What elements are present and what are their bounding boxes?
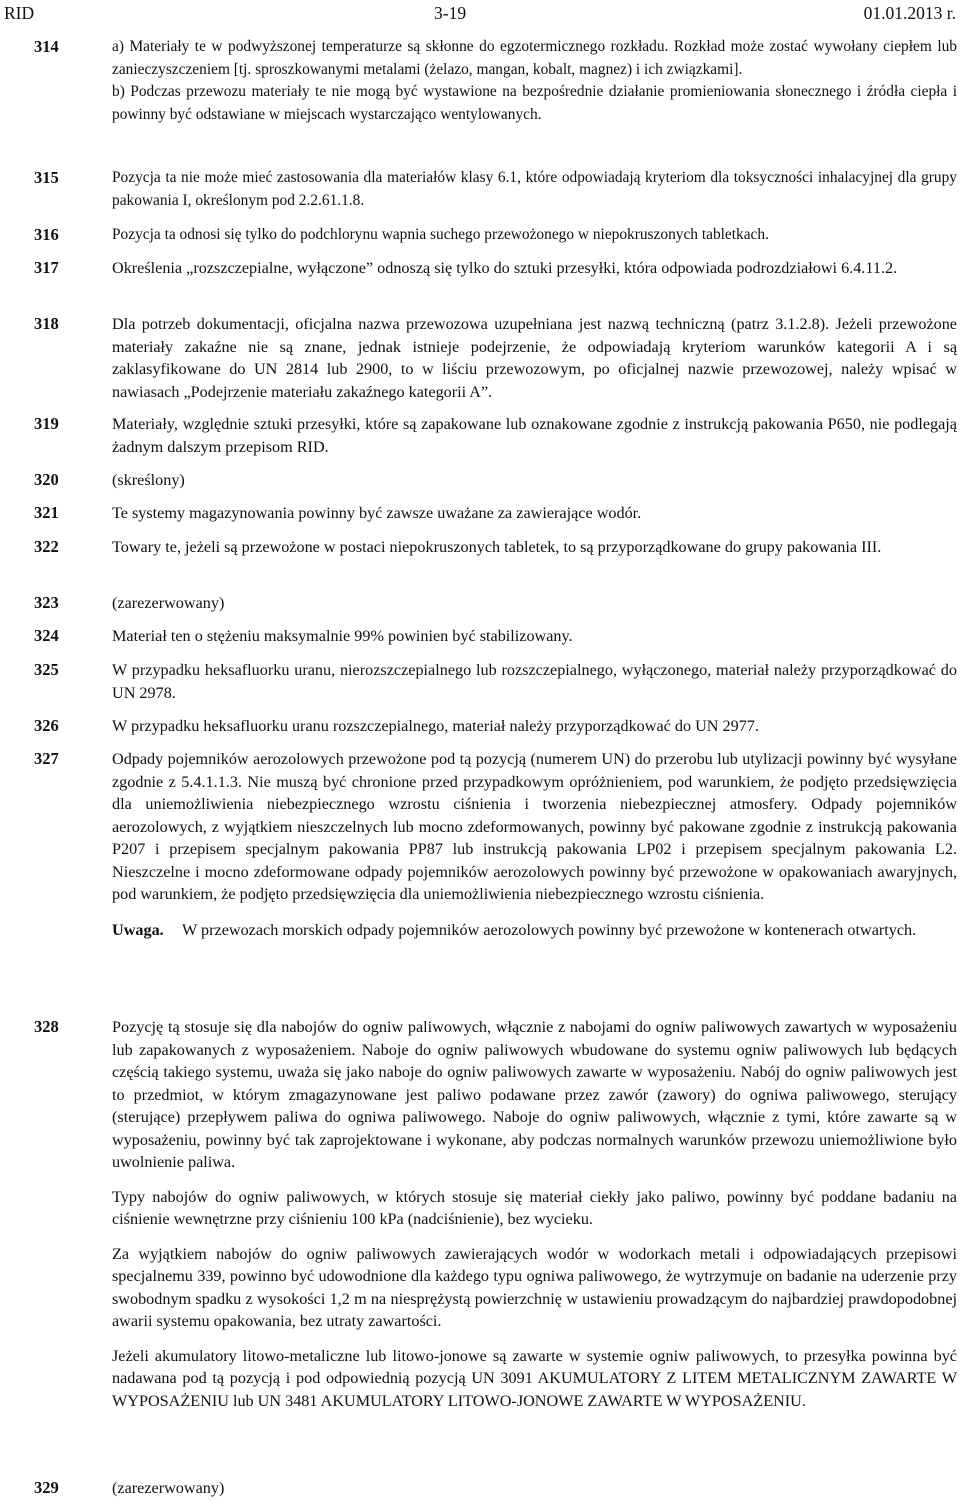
provision-entry	[0, 469, 960, 492]
provision-number: 323	[34, 593, 59, 612]
provision-paragraph: Jeżeli akumulatory litowo-metaliczne lub litowo-jonowe są zawarte w systemie ogniw paliwowych, to przesyłka powinna być nadawana pod tą pozycją i pod odpowiednią pozycją UN 3091 AKUMULATORY Z LITEM METALICZNYM ZAWARTE W WYPOSAŻENIU lub UN 3481 AKUMULATORY LITOWO-JONOWE ZAWARTE W WYPOSAŻENIU.	[112, 1346, 957, 1410]
provision-entry	[0, 1016, 960, 1412]
provision-number: 329	[34, 1478, 59, 1497]
header-date: 01.01.2013 r.	[863, 3, 956, 23]
provision-entry	[0, 36, 960, 126]
provision-paragraph: Za wyjątkiem nabojów do ogniw paliwowych zawierających wodór w wodorkach metali i odpowiadających przepisowi specjalnemu 339, powinno być udowodnione dla każdego typu ogniwa paliwowego, że wytrzymuje on badanie na uderzenie przy swobodnym spadku z wysokości 1,2 m na niesprężystą powierzchnię w ustawieniu prowadzącym do najbardziej prawdopodobnej awarii systemu opakowania, bez utraty zawartości.	[112, 1244, 957, 1330]
provision-number: 317	[34, 258, 59, 277]
provision-paragraph: Odpady pojemników aerozolowych przewożone pod tą pozycją (numerem UN) do przerobu lub utylizacji powinny być wysyłane zgodnie z 5.4.1.1.3. Nie muszą być chronione przed przypadkowym opróżnieniem, pod warunkiem, że podjęto przedsięwzięcia dla uniemożliwienia niebezpiecznego wzrostu ciśnienia i tworzenia niebezpiecznej atmosfery. Odpady pojemników aerozolowych, z wyjątkiem nieszczelnych lub mocno zdeformowanych, powinny być pakowane zgodnie z instrukcją pakowania P207 i przepisem specjalnym pakowania PP87 lub instrukcją pakowania LP02 i przepisem specjalnym pakowania L2. Nieszczelne i mocno zdeformowane odpady pojemników aerozolowych powinny być przewożone w opakowaniach awaryjnych, pod warunkiem, że podjęto przedsięwzięcia dla uniemożliwienia niebezpiecznego wzrostu ciśnienia.	[112, 750, 957, 903]
provision-paragraph: (skreślony)	[112, 471, 185, 489]
provision-paragraph: a) Materiały te w podwyższonej temperaturze są skłonne do egzotermicznego rozkładu. Rozkład może zostać wywołany ciepłem lub zanieczyszczeniem [tj. sproszkowanymi metalami (żelazo, mangan, kobalt, magnez) i ich związkami].	[112, 38, 957, 78]
provision-paragraph: Towary te, jeżeli są przewożone w postaci niepokruszonych tabletek, to są przyporządkowane do grupy pakowania III.	[112, 538, 882, 556]
provision-paragraph: Te systemy magazynowania powinny być zawsze uważane za zawierające wodór.	[112, 504, 642, 522]
provision-paragraph: Materiał ten o stężeniu maksymalnie 99% powinien być stabilizowany.	[112, 627, 573, 645]
provision-entry	[0, 592, 960, 615]
provision-number: 319	[34, 414, 59, 433]
provision-entry	[0, 536, 960, 559]
provision-entry	[0, 659, 960, 704]
provision-paragraph: (zarezerwowany)	[112, 1479, 225, 1497]
provision-paragraph: (zarezerwowany)	[112, 594, 225, 612]
provision-entry	[0, 313, 960, 403]
provision-entry	[0, 167, 960, 212]
page-header	[4, 2, 956, 24]
provision-number: 327	[34, 749, 59, 768]
provision-paragraph: Dla potrzeb dokumentacji, oficjalna nazwa przewozowa uzupełniana jest nazwą techniczną (patrz 3.1.2.8). Jeżeli przewożone materiały zakaźne nie są znane, jednak istnieje podejrzenie, że odpowiadają kryteriom warunków kategorii A i są zaklasyfikowane do UN 2814 lub 2900, to w liściu przewozowym, po oficjalnej nazwie przewozowej, należy wpisać w nawiasach „Podejrzenie materiału zakaźnego kategorii A”.	[112, 315, 957, 401]
provision-entry	[0, 502, 960, 525]
header-page-number: 3-19	[434, 3, 467, 23]
provision-number: 321	[34, 503, 59, 522]
provision-entry	[0, 1477, 960, 1500]
provision-entry	[0, 413, 960, 458]
provision-number: 324	[34, 626, 59, 645]
provision-number: 314	[34, 37, 59, 56]
provision-paragraph: Określenia „rozszczepialne, wyłączone” odnoszą się tylko do sztuki przesyłki, która odpowiada podrozdziałowi 6.4.11.2.	[112, 259, 898, 277]
provision-note	[112, 919, 957, 942]
header-document-name: RID	[4, 3, 35, 23]
provision-number: 315	[34, 168, 59, 187]
provision-paragraph: b) Podczas przewozu materiały te nie mogą być wystawione na bezpośrednie działanie promieniowania słonecznego i źródła ciepła i powinny być odstawiane w miejscach wystarczająco wentylowanych.	[112, 83, 957, 123]
provision-entry	[0, 748, 960, 941]
provision-paragraph: Materiały, względnie sztuki przesyłki, które są zapakowane lub oznakowane zgodnie z instrukcją pakowania P650, nie podlegają żadnym dalszym przepisom RID.	[112, 415, 957, 456]
note-label: Uwaga.	[112, 920, 164, 939]
provision-paragraph: Pozycja ta odnosi się tylko do podchlorynu wapnia suchego przewożonego w niepokruszonych tabletkach.	[112, 226, 769, 243]
provision-entry	[0, 224, 960, 247]
provision-entry	[0, 715, 960, 738]
provision-number: 326	[34, 716, 59, 735]
provision-entry	[0, 257, 960, 280]
note-text: W przewozach morskich odpady pojemników aerozolowych powinny być przewożone w kontenerach otwartych.	[182, 920, 917, 939]
provision-paragraph: Typy nabojów do ogniw paliwowych, w których stosuje się materiał ciekły jako paliwo, powinny być poddane badaniu na ciśnienie wewnętrzne przy ciśnieniu 100 kPa (nadciśnienie), bez wycieku.	[112, 1187, 957, 1228]
provision-number: 328	[34, 1017, 59, 1036]
provision-number: 316	[34, 225, 59, 244]
provision-paragraph: Pozycję tą stosuje się dla nabojów do ogniw paliwowych, włącznie z nabojami do ogniw paliwowych zawartych w wyposażeniu lub zapakowanych z wyposażeniem. Naboje do ogniw paliwowych wbudowane do systemu ogniw paliwowych lub będących częścią takiego systemu, uważa się jako naboje do ogniw paliwowych zawarte w wyposażeniu. Nabój do ogniw paliwowych jest to przedmiot, w którym zmagazynowane jest paliwo podawane przez zawór (zawory) do ogniwa paliwowego, sterujący (sterujące) przepływem paliwa do ogniwa paliwowego. Naboje do ogniw paliwowych, włącznie z tymi, które zawarte są w wyposażeniu, powinny być tak zaprojektowane i wykonane, aby podczas normalnych warunków przewozu uniemożliwione było uwolnienie paliwa.	[112, 1018, 957, 1171]
provision-paragraph: W przypadku heksafluorku uranu rozszczepialnego, materiał należy przyporządkować do UN 2977.	[112, 717, 759, 735]
provision-number: 320	[34, 470, 59, 489]
provision-paragraph: W przypadku heksafluorku uranu, nierozszczepialnego lub rozszczepialnego, wyłączonego, materiał należy przyporządkować do UN 2978.	[112, 661, 957, 702]
provision-entry	[0, 625, 960, 648]
provision-paragraph: Pozycja ta nie może mieć zastosowania dla materiałów klasy 6.1, które odpowiadają kryteriom dla toksyczności inhalacyjnej dla grupy pakowania I, określonym pod 2.2.61.1.8.	[112, 169, 957, 209]
provision-number: 325	[34, 660, 59, 679]
provision-number: 322	[34, 537, 59, 556]
provision-number: 318	[34, 314, 59, 333]
